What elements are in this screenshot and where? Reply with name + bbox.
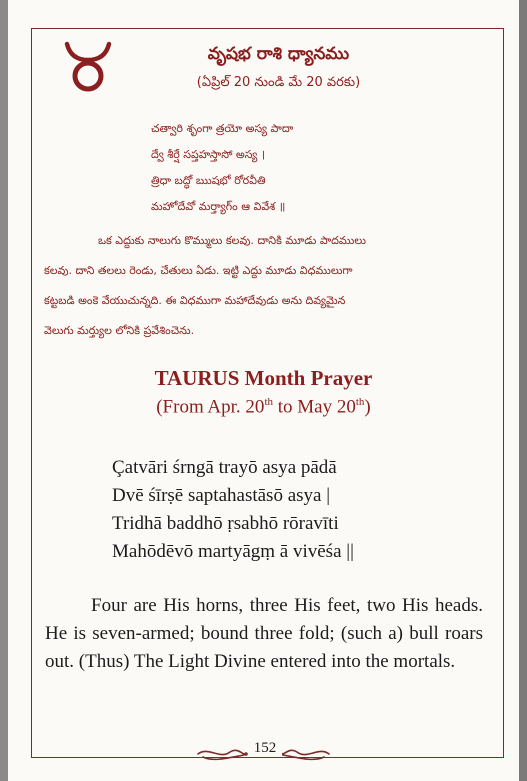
viewer-margin [0, 0, 8, 781]
english-verse-line: Çatvāri śrngā trayō asya pādā [112, 457, 337, 478]
english-verse-line: Dvē śīrṣē saptahastāsō asya | [112, 485, 331, 506]
telugu-para-line: ఒక ఎద్దుకు నాలుగు కొమ్ములు కలవు. దానికి మూడు పాదములు [98, 234, 366, 247]
range-text: ) [364, 396, 371, 418]
telugu-verse-line: త్రిధా బద్ధో ఋషభో రోరవీతి [151, 174, 266, 187]
english-verse [112, 454, 354, 566]
telugu-para-line: కలవు. దాని తలలు రెండు, చేతులు ఏడు. ఇట్టి ఎద్దు మూడు విధములుగా [44, 264, 353, 277]
english-date-range [8, 396, 519, 418]
telugu-verse [151, 116, 293, 220]
book-page [8, 0, 519, 781]
english-verse-line: Mahōdēvō martyāgṃ ā vivēśa || [112, 541, 354, 562]
range-sup: th [264, 396, 273, 408]
english-verse-line: Tridhā baddhō ṛsabhō rōravīti [112, 513, 339, 534]
page-number: 152 [248, 740, 282, 757]
english-title: TAURUS Month Prayer [154, 366, 373, 390]
telugu-title: వృషభ రాశి ధ్యానము [207, 44, 350, 64]
english-paragraph: Four are His horns, three His feet, two His heads. He is seven-armed; bound three fold; (such a) bull roars out. (Thus) The Light Divine entered into the mortals. [45, 595, 483, 672]
telugu-paragraph [44, 226, 484, 346]
range-text: to May 20 [273, 396, 356, 418]
telugu-para-line: కట్టబడి అంకె వేయుచున్నది. ఈ విధముగా మహాదేవుడు అను దివ్యమైన [44, 294, 346, 307]
range-text: (From Apr. 20 [156, 396, 265, 418]
range-sup: th [355, 396, 365, 408]
telugu-para-line: వెలుగు మర్త్యుల లోనికి ప్రవేశించెను. [44, 324, 195, 337]
telugu-verse-line: చత్వారి శృంగా త్రయో అస్య పాదా [151, 122, 294, 135]
telugu-date-range: (ఏప్రిల్ 20 నుండి మే 20 వరకు) [196, 75, 361, 90]
telugu-verse-line: మహోదేవో మర్త్యాగ్ం ఆ వివేశ ॥ [151, 200, 286, 213]
telugu-verse-line: ద్వే శీర్షే సప్తహస్తాసో అస్య । [151, 148, 265, 161]
